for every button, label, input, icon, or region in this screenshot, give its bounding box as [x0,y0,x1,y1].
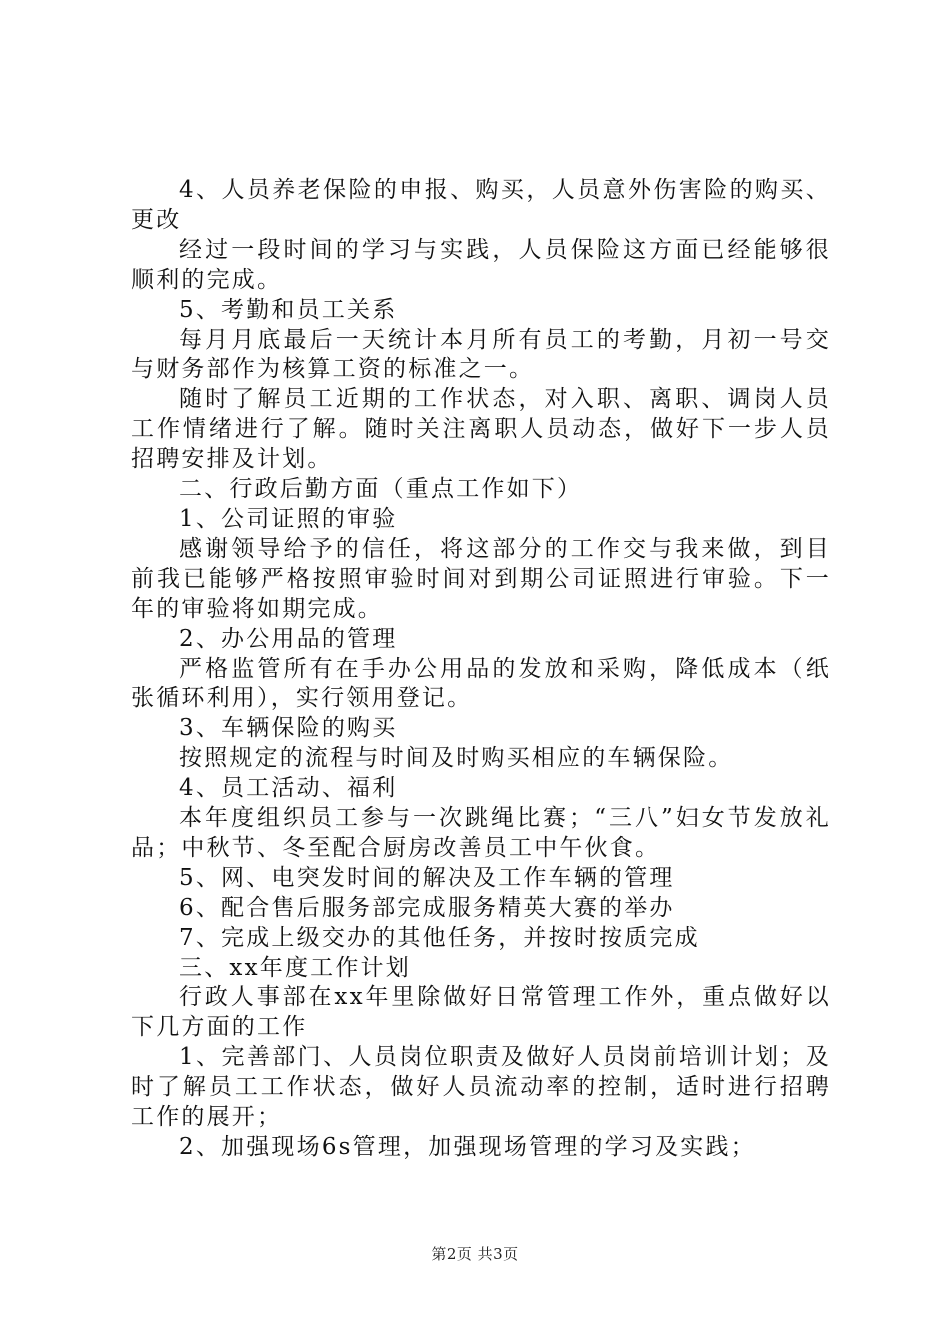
paragraph: 5、网、电突发时间的解决及工作车辆的管理 [179,864,675,891]
section-heading: 二、行政后勤方面（重点工作如下） [179,476,583,503]
paragraph: 7、完成上级交办的其他任务，并按时按质完成 [179,924,700,951]
paragraph: 经过一段时间的学习与实践，人员保险这方面已经能够很顺利的完成。 [131,236,831,293]
document-body [131,176,831,1163]
paragraph: 随时了解员工近期的工作状态，对入职、离职、调岗人员工作情绪进行了解。随时关注离职人员动态，做好下一步人员招聘安排及计划。 [131,386,831,473]
section-heading: 三、xx年度工作计划 [179,954,411,981]
paragraph: 1、完善部门、人员岗位职责及做好人员岗前培训计划；及时了解员工工作状态，做好人员流动率的控制，适时进行招聘工作的展开； [131,1044,831,1131]
paragraph: 按照规定的流程与时间及时购买相应的车辆保险。 [179,745,734,772]
paragraph: 2、加强现场6s管理，加强现场管理的学习及实践； [179,1134,756,1160]
paragraph: 每月月底最后一天统计本月所有员工的考勤，月初一号交与财务部作为核算工资的标准之一。 [131,326,831,383]
paragraph: 本年度组织员工参与一次跳绳比赛；“三八”妇女节发放礼品；中秋节、冬至配合厨房改善员工中午伙食。 [131,805,831,861]
paragraph: 6、配合售后服务部完成服务精英大赛的举办 [179,894,675,921]
paragraph: 感谢领导给予的信任，将这部分的工作交与我来做，到目前我已能够严格按照审验时间对到期公司证照进行审验。下一年的审验将如期完成。 [131,535,831,622]
paragraph: 4、员工活动、福利 [179,775,398,802]
paragraph: 5、考勤和员工关系 [179,296,398,323]
paragraph: 行政人事部在xx年里除做好日常管理工作外，重点做好以下几方面的工作 [131,984,831,1041]
paragraph: 3、车辆保险的购买 [179,715,398,742]
paragraph: 4、人员养老保险的申报、购买，人员意外伤害险的购买、更改 [131,177,831,233]
paragraph: 严格监管所有在手办公用品的发放和采购，降低成本（纸张循环利用），实行领用登记。 [131,655,831,712]
paragraph: 2、办公用品的管理 [179,625,398,652]
page-number-footer: 第2页 共3页 [431,1245,519,1263]
paragraph: 1、公司证照的审验 [179,505,398,532]
